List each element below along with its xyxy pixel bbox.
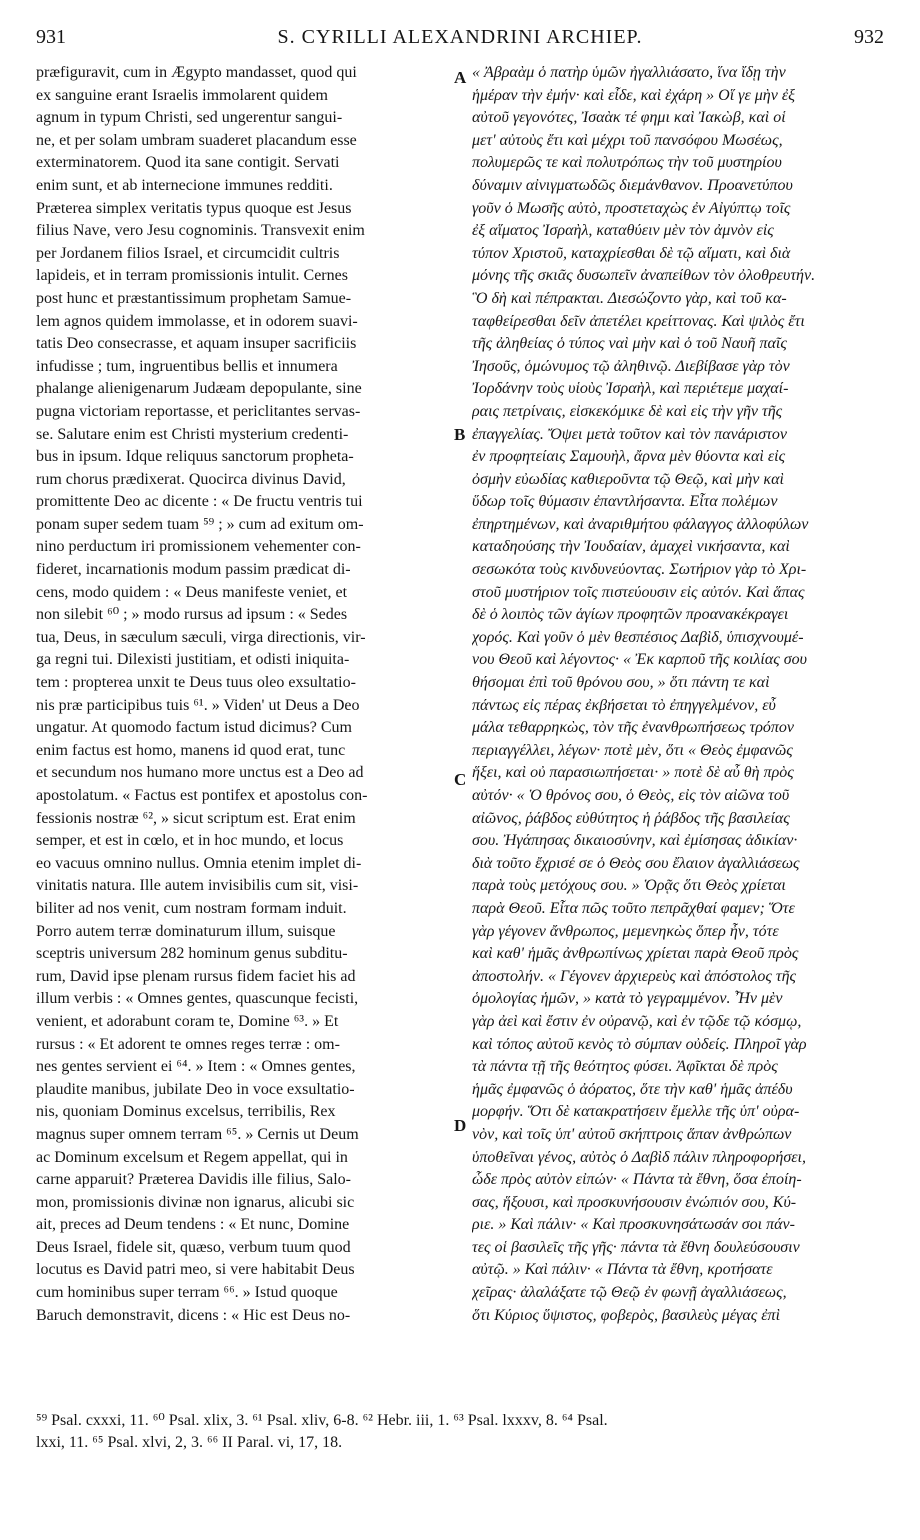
latin-text-line: venient, et adorabunt coram te, Domine ⁶³. » Et [36, 1012, 339, 1030]
greek-text-line: ὀσμὴν εὐωδίας καθιεροῦντα τῷ Θεῷ, καὶ μὴν καὶ [472, 470, 784, 488]
latin-text-line: ungatur. At quomodo factum istud dicimus? Cum [36, 719, 352, 737]
greek-text-line: μάλα τεθαρρηκὼς, τὸν τῆς ἐνανθρωπήσεως τρόπον [472, 719, 794, 737]
footnotes [36, 1410, 884, 1454]
greek-text-line: χορός. Καὶ γοῦν ὁ μὲν θεσπέσιος Δαβὶδ, ὑπισχνουμέ- [472, 628, 804, 646]
greek-text-line: ταφθείρεσθαι δεῖν ἀπετέλει κρείττονας. Καὶ ψιλὸς ἔτι [472, 312, 805, 330]
latin-text-line: Baruch demonstravit, dicens : « Hic est Deus no- [36, 1306, 351, 1324]
greek-text-line: ἥξει, καὶ οὐ παρασιωπήσεται· » ποτὲ δὲ αὖ θὴ πρὸς [472, 764, 794, 782]
greek-text-line: στοῦ μυστήριον τοῖς πιστεύουσιν εἰς αὐτόν. Καὶ ἅπας [472, 583, 805, 601]
latin-text-line: ac Dominum excelsum et Regem appellat, qui in [36, 1148, 348, 1166]
latin-text-line: exterminatorem. Quod ita sane contigit. Servati [36, 154, 340, 172]
latin-text-line: Deus Israel, fidele sit, quæso, verbum tuum quod [36, 1238, 351, 1256]
right-column-number: 932 [854, 26, 884, 48]
greek-text-line: μετ' αὐτοὺς ἔτι καὶ μέχρι τοῦ πανσόφου Μωσέως, [472, 131, 783, 149]
latin-text-line: bus in ipsum. Idque reliquus sanctorum propheta- [36, 448, 354, 466]
latin-text-line: nes gentes servient ei ⁶⁴. » Item : « Omnes gentes, [36, 1058, 356, 1076]
latin-text-line: ex sanguine erant Israelis immolarent quidem [36, 86, 328, 104]
greek-text-line: τες οἱ βασιλεῖς τῆς γῆς· πάντα τὰ ἔθνη δουλεύσουσιν [472, 1238, 800, 1256]
latin-text-line: rum, David ipse plenam rursus fidem faciet his ad [36, 967, 356, 985]
greek-text-line: ἐπαγγελίας. Ὄψει μετὰ τοῦτον καὶ τὸν πανάριστον [472, 425, 787, 443]
greek-text-line: ὁμολογίας ἡμῶν, » κατὰ τὸ γεγραμμένον. Ἦν μὲν [472, 990, 783, 1008]
latin-text-line: filius Nave, vero Jesu cognominis. Transvexit enim [36, 222, 365, 240]
running-title: S. CYRILLI ALEXANDRINI ARCHIEP. [277, 26, 643, 48]
footnote-line: lxxi, 11. ⁶⁵ Psal. xlvi, 2, 3. ⁶⁶ II Paral. vi, 17, 18. [36, 1434, 343, 1451]
greek-text-line: περιαγγέλλει, λέγων· ποτὲ μὲν, ὅτι « Θεὸς ἐμφανῶς [472, 741, 793, 759]
section-marker-d: D [454, 1116, 467, 1135]
greek-text-line: Ὃ δὴ καὶ πέπρακται. Διεσώζοντο γὰρ, καὶ τοῦ κα- [472, 289, 787, 307]
latin-text-line: vinitatis natura. Ille autem invisibilis cum sit, visi- [36, 877, 359, 895]
greek-text-line: τὰ πάντα τῇ τῆς θεότητος φύσει. Ἀφῖκται δὲ πρὸς [472, 1058, 778, 1076]
section-marker-a: A [454, 68, 467, 87]
section-marker-b: B [454, 425, 466, 444]
latin-text-line: ne, et per solam umbram suaderet placandum esse [36, 131, 357, 149]
greek-text-line: παρὰ τοὺς μετόχους σου. » Ὁρᾷς ὅτι Θεὸς χρίεται [472, 877, 786, 895]
greek-text-line: ἐπηρτημένων, καὶ ἀναριθμήτου φάλαγγος ἀλλοφύλων [472, 515, 809, 533]
latin-text-line: lapideis, et in terram promissionis intulit. Cernes [36, 267, 348, 285]
greek-text-line: μορφήν. Ὅτι δὲ κατακρατήσειν ἔμελλε τῆς ὑπ' οὐρα- [472, 1103, 800, 1121]
greek-text-line: σου. Ἠγάπησας δικαιοσύνην, καὶ ἐμίσησας ἀδικίαν· [472, 832, 798, 850]
latin-text-line: per Jordanem filios Israel, et circumcidit cultris [36, 244, 340, 262]
latin-text-line: post hunc et præstantissimum prophetam Samue- [36, 289, 352, 307]
latin-text-line: lem agnos quidem immolasse, et in odorem suavi- [36, 312, 358, 330]
latin-text-line: cens, modo quidem : « Deus manifeste veniet, et [36, 583, 348, 601]
greek-column [472, 62, 886, 1327]
greek-text-line: τῆς ἀληθείας ὁ τύπος ναὶ μὴν καὶ ὁ τοῦ Ναυῆ παῖς [472, 335, 787, 353]
greek-text-line: διὰ τοῦτο ἔχρισέ σε ὁ Θεὸς σου ἔλαιον ἀγαλλιάσεως [472, 854, 800, 872]
greek-text-line: παρὰ Θεοῦ. Εἶτα πῶς τοῦτο πεπρᾶχθαί φαμεν; Ὅτε [472, 899, 795, 917]
latin-text-line: mon, promissionis divinæ non ignarus, alicubi sic [36, 1193, 355, 1211]
latin-text-line: rum chorus prædixerat. Quocirca divinus David, [36, 470, 346, 488]
greek-text-line: πάντως εἰς πέρας ἐκβήσεται τὸ ἐπηγγελμένον, εὖ [472, 696, 776, 714]
latin-text-line: phalange alienigenarum Judæam depopulante, sine [36, 380, 362, 398]
greek-text-line: ὧδε πρὸς αὐτὸν εἰπών· « Πάντα τὰ ἔθνη, ὅσα ἐποίη- [472, 1171, 802, 1189]
greek-text-line: γὰρ ἀεὶ καὶ ἔστιν ἐν οὐρανῷ, καὶ ἐν τῷδε τῷ κόσμῳ, [472, 1012, 802, 1030]
latin-text-line: nino perductum iri promissionem vehementer con- [36, 538, 361, 556]
greek-text-line: αὐτῷ. » Καὶ πάλιν· « Πάντα τὰ ἔθνη, κροτήσατε [472, 1261, 773, 1279]
greek-text-line: χεῖρας· ἀλαλάξατε τῷ Θεῷ ἐν φωνῇ ἀγαλλιάσεως, [472, 1284, 787, 1302]
latin-text-line: nis præ participibus tuis ⁶¹. » Viden' ut Deus a Deo [36, 696, 360, 714]
greek-text-line: ἐξ αἵματος Ἰσραὴλ, καταθύειν μὲν τὸν ἀμνὸν εἰς [472, 222, 774, 240]
latin-text-line: tua, Deus, in sæculum sæculi, virga directionis, vir- [36, 628, 366, 646]
greek-text-line: νὸν, καὶ τοῖς ὑπ' αὐτοῦ σκήπτροις ἅπαν ἀνθρώπων [472, 1125, 792, 1143]
latin-text-line: et secundum nos humano more unctus est a Deo ad [36, 764, 364, 782]
greek-text-line: καὶ τόπος αὐτοῦ κενὸς τὸ σύμπαν οὐδείς. Πληροῖ γὰρ [472, 1035, 807, 1053]
latin-text-line: præfiguravit, cum in Ægypto mandasset, quod qui [36, 64, 357, 81]
latin-text-line: fessionis nostræ ⁶², » sicut scriptum est. Erat enim [36, 809, 356, 827]
latin-column [36, 62, 450, 1327]
greek-text-line: Ἰορδάνην τοὺς υἱοὺς Ἰσραὴλ, καὶ περιέτεμε μαχαί- [472, 380, 789, 398]
greek-text-line: ὅτι Κύριος ὕψιστος, φοβερὸς, βασιλεὺς μέγας ἐπὶ [472, 1306, 781, 1324]
greek-text-line: καὶ καθ' ἡμᾶς ἀνθρωπίνως χρίεται παρὰ Θεοῦ πρὸς [472, 945, 799, 963]
latin-text-line: ga regni tui. Dilexisti justitiam, et odisti iniquita- [36, 651, 350, 669]
latin-text-line: infudisse ; tum, ingruentibus bellis et innumera [36, 357, 338, 375]
latin-text-line: tem : propterea unxit te Deus tuus oleo exsultatio- [36, 674, 356, 692]
greek-text-line: σας, ἥξουσι, καὶ προσκυνήσουσιν ἐνώπιόν σου, Κύ- [472, 1193, 797, 1211]
greek-text-line: δύναμιν αἰνιγματωδῶς διεμάνθανον. Προανετύπου [472, 176, 793, 194]
latin-text-line: carne apparuit? Præterea Davidis ille filius, Salo- [36, 1171, 352, 1189]
greek-text-line: αἰῶνος, ῥάβδος εὐθύτητος ἡ ῥάβδος τῆς βασιλείας [472, 809, 790, 827]
greek-text-line: τύπον Χριστοῦ, καταχρίεσθαι δὲ τῷ αἵματι, καὶ διὰ [472, 244, 791, 262]
latin-text-line: promittente Deo ac dicente : « De fructu ventris tui [36, 493, 363, 511]
greek-text-line: ὑποθεῖναι γένος, αὐτὸς ὁ Δαβὶδ πάλιν πληροφορήσει, [472, 1148, 806, 1166]
latin-text-line: pugna victoriam reportasse, et periclitantes servas- [36, 402, 361, 420]
greek-text-line: πολυμερῶς τε καὶ πολυτρόπως τὴν τοῦ μυστηρίου [472, 154, 782, 172]
greek-text-line: σεσωκότα τοὺς κινδυνεύοντας. Σωτήριον γὰρ τὸ Χρι- [472, 561, 807, 579]
greek-text-line: αὐτόν· « Ὁ θρόνος σου, ὁ Θεὸς, εἰς τὸν αἰῶνα τοῦ [472, 787, 790, 804]
latin-text-line: rursus : « Et adorent te omnes reges terræ : om- [36, 1035, 340, 1053]
latin-text-line: fideret, incarnationis modum passim prædicat di- [36, 561, 351, 579]
latin-text-line: Præterea simplex veritatis typus quoque est Jesus [36, 199, 352, 217]
greek-text-line: « Ἀβραὰμ ὁ πατὴρ ὑμῶν ἠγαλλιάσατο, ἵνα ἴδῃ τὴν [472, 64, 786, 81]
latin-text-line: se. Salutare enim est Christi mysterium credenti- [36, 425, 349, 443]
greek-text-line: ἀποστολήν. « Γέγονεν ἀρχιερεὺς καὶ ἀπόστολος τῆς [472, 967, 797, 985]
latin-text-line: semper, et est in cœlo, et in hoc mundo, et locus [36, 832, 344, 850]
latin-text-line: tatis Deo consecrasse, et aquam insuper sacrificiis [36, 335, 357, 353]
latin-text-line: nis, quoniam Dominus excelsus, terribilis, Rex [36, 1103, 336, 1121]
greek-text-line: μόνης τῆς σκιᾶς δυσωπεῖν ἀναπείθων τὸν ὀλοθρευτήν. [472, 267, 816, 285]
greek-text-line: καταδηούσης τὴν Ἰουδαίαν, ἀμαχεὶ νικήσαντα, καὶ [472, 538, 790, 556]
latin-text-line: eo vacuus omnino nullus. Omnia etenim implet di- [36, 854, 362, 872]
page-header [30, 26, 890, 56]
latin-text-line: apostolatum. « Factus est pontifex et apostolus con- [36, 787, 368, 804]
latin-text-line: enim factus est homo, manens id quod erat, tunc [36, 741, 346, 759]
latin-text-line: magnus super omnem terram ⁶⁵. » Cernis ut Deum [36, 1125, 359, 1143]
greek-text-line: Ἰησοῦς, ὁμώνυμος τῷ ἀληθινῷ. Διεβίβασε γὰρ τὸν [472, 357, 790, 375]
latin-text-line: illum verbis : « Omnes gentes, quascunque fecisti, [36, 990, 359, 1008]
greek-text-line: ριε. » Καὶ πάλιν· « Καὶ προσκυνησάτωσάν σοι πάν- [472, 1216, 795, 1234]
latin-text-line: sceptris universum 282 hominum genus subditu- [36, 945, 348, 963]
latin-text-line: locutus es David patri meo, si vere habitabit Deus [36, 1261, 355, 1279]
greek-text-line: ὕδωρ τοῖς θύμασιν ἐπαντλήσαντα. Εἶτα πολέμων [472, 493, 778, 511]
footnote-line: ⁵⁹ Psal. cxxxi, 11. ⁶⁰ Psal. xlix, 3. ⁶¹ Psal. xliv, 6-8. ⁶² Hebr. iii, 1. ⁶³ Psal. lxxxv, 8. ⁶⁴ Psal. [36, 1412, 608, 1429]
greek-text-line: ἡμέραν τὴν ἐμήν· καὶ εἶδε, καὶ ἐχάρη » Οἵ γε μὴν ἐξ [472, 86, 795, 104]
latin-text-line: ait, preces ad Deum tendens : « Et nunc, Domine [36, 1216, 350, 1234]
greek-text-line: γοῦν ὁ Μωσῆς αὐτὸ, προστεταχὼς ἐν Αἰγύπτῳ τοῖς [472, 199, 791, 217]
latin-text-line: enim sunt, et ab internecione immunes redditi. [36, 176, 333, 194]
greek-text-line: ραις πετρίναις, εἰσκεκόμικε δὲ καὶ εἰς τὴν γῆν τῆς [472, 402, 783, 420]
greek-text-line: ἡμᾶς ἐμφανῶς ὁ ἀόρατος, ὅτε τὴν καθ' ἡμᾶς ἀπέδυ [472, 1080, 793, 1098]
latin-text-line: biliter ad nos venit, cum nostram formam induit. [36, 899, 347, 917]
latin-text-line: cum hominibus super terram ⁶⁶. » Istud quoque [36, 1284, 338, 1302]
latin-text-line: plaudite manibus, jubilate Deo in voce exsultatio- [36, 1080, 355, 1098]
greek-text-line: αὐτοῦ γεγονότες, Ἰσαὰκ τέ φημι καὶ Ἰακὼβ, καὶ οἱ [472, 109, 786, 127]
left-column-number: 931 [36, 26, 66, 48]
latin-text-line: ponam super sedem tuam ⁵⁹ ; » cum ad exitum om- [36, 515, 364, 533]
greek-text-line: νου Θεοῦ καὶ λέγοντος· « Ἐκ καρποῦ τῆς κοιλίας σου [472, 651, 807, 669]
greek-text-line: θήσομαι ἐπὶ τοῦ θρόνου σου, » ὅτι πάντη τε καὶ [472, 674, 770, 692]
latin-text-line: agnum in typum Christi, sed ungerentur sangui- [36, 109, 343, 127]
greek-text-line: δὲ ὁ λοιπὸς τῶν ἁγίων προφητῶν προανακέκραγει [472, 606, 789, 624]
greek-text-line: ἐν προφητείαις Σαμουὴλ, ἄρνα μὲν θύοντα καὶ εἰς [472, 448, 786, 466]
latin-text-line: non silebit ⁶⁰ ; » modo rursus ad ipsum : « Sedes [36, 606, 348, 624]
latin-text-line: Porro autem terræ dominaturum illum, suisque [36, 922, 336, 940]
greek-text-line: γὰρ γέγονεν ἄνθρωπος, μεμενηκὼς ὅπερ ἦν, τότε [472, 922, 779, 940]
section-marker-c: C [454, 770, 467, 789]
